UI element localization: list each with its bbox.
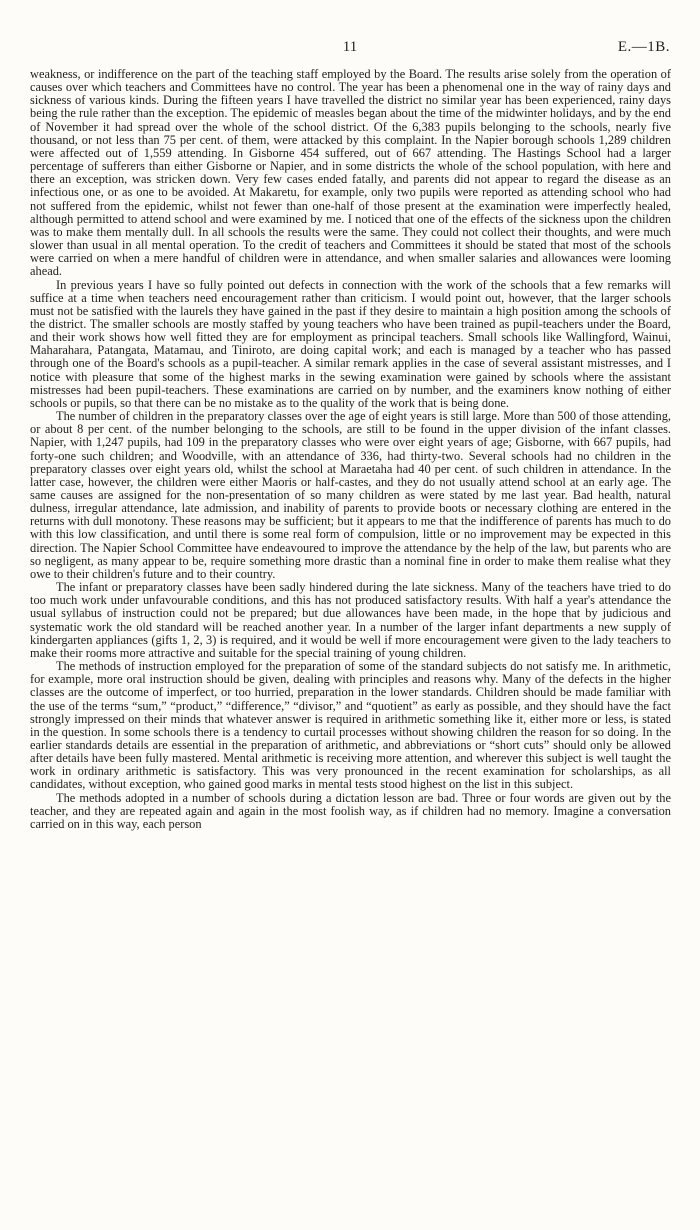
paragraph: The infant or preparatory classes have been sadly hindered during the late sickness. Many of the teachers have tried to do too much work under unfavourable conditions, and this has not produced satisfactory results. With half a year's attendance the usual syllabus of instruction could not be prepared; but due allowances have been made, in the hope that by judicious and systematic work the old standard will be reached another year. In a number of the larger infant departments a new supply of kindergarten appliances (gifts 1, 2, 3) is required, and it would be well if more encouragement were given to the lady teachers to make their rooms more attractive and suitable for the special training of young children. <box>30 580 671 660</box>
body-text <box>30 68 671 831</box>
document-reference: E.—1B. <box>617 39 670 55</box>
paragraph: The number of children in the preparatory classes over the age of eight years is still large. More than 500 of those attending, or about 8 per cent. of the number belonging to the schools, are still to be found in the upper division of the infant classes. Napier, with 1,247 pupils, had 109 in the preparatory classes who were over eight years of age; Gisborne, with 667 pupils, had forty-one such children; and Woodville, with an attendance of 336, had thirty-two. Several schools had no children in the preparatory classes over eight years old, whilst the school at Maraetaha had 40 per cent. of such children in attendance. In the latter case, however, the children were either Maoris or half-castes, and they do not usually attend school at an early age. The same causes are assigned for the non-presentation of so many children as were stated by me last year. Bad health, natural dulness, irregular attendance, late admission, and inability of parents to provide boots or necessary clothing are entered in the returns with dull monotony. These reasons may be sufficient; but it appears to me that the indifference of parents has much to do with this low classification, and until there is some real form of compulsion, little or no improvement may be expected in this direction. The Napier School Committee have endeavoured to improve the attendance by the help of the law, but parents who are so negligent, as many appear to be, require something more drastic than a nominal fine in order to make them realise what they owe to their children's future and to their country. <box>30 409 671 581</box>
paragraph: The methods adopted in a number of schools during a dictation lesson are bad. Three or four words are given out by the teacher, and they are repeated again and again in the most foolish way, as if children had no memory. Imagine a conversation carried on in this way, each person <box>30 790 671 831</box>
page-number: 11 <box>342 39 358 55</box>
paragraph: weakness, or indifference on the part of the teaching staff employed by the Board. The results arise solely from the operation of causes over which teachers and Committees have no control. The year has been a phenomenal one in the way of rainy days and sickness of various kinds. During the fifteen years I have travelled the district no similar year has been experienced, rainy days being the rule rather than the exception. The epidemic of measles began about the time of the midwinter holidays, and by the end of November it had spread over the whole of the school district. Of the 6,383 pupils belonging to the schools, nearly five thousand, or not less than 75 per cent. of them, were attacked by this complaint. In the Napier borough schools 1,289 children were affected out of 1,559 attending. In Gisborne 454 suffered, out of 667 attending. The Hastings School had a larger percentage of sufferers than either Gisborne or Napier, and in some districts the whole of the school population, with here and there an exception, was stricken down. Very few cases ended fatally, and parents did not appear to regard the disease as an infectious one, or as one to be avoided. At Makaretu, for example, only two pupils were reported as attending school who had not suffered from the epidemic, whilst not fewer than one-half of those present at the examination were imperfectly healed, although permitted to attend school and were examined by me. I noticed that one of the effects of the sickness upon the children was to make them mentally dull. In all schools the results were the same. They could not collect their thoughts, and were much slower than usual in all mental operation. To the credit of teachers and Committees it should be stated that most of the schools were carried on when a mere handful of children were in attendance, and when smaller salaries and allowances were looming ahead. <box>30 67 671 279</box>
paragraph: In previous years I have so fully pointed out defects in connection with the work of the schools that a few remarks will suffice at a time when teachers need encouragement rather than criticism. I would point out, however, that the larger schools must not be satisfied with the laurels they have gained in the past if they desire to maintain a high position among the schools of the district. The smaller schools are mostly staffed by young teachers who have been trained as pupil-teachers under the Board, and their work shows how well fitted they are for employment as principal teachers. Small schools like Wallingford, Wainui, Maharahara, Patangata, Matamau, and Tiniroto, are doing capital work; and each is managed by a teacher who has passed through one of the Board's schools as a pupil-teacher. A similar remark applies in the case of several assistant mistresses, and I notice with pleasure that some of the highest marks in the sewing examination were gained by schools where the assistant mistresses had been pupil-teachers. These examinations are carried on by number, and the examiners know nothing of either schools or pupils, so that there can be no mistake as to the quality of the work that is being done. <box>30 277 671 410</box>
paragraph: The methods of instruction employed for the preparation of some of the standard subjects do not satisfy me. In arithmetic, for example, more oral instruction should be given, dealing with principles and reasons why. Many of the defects in the higher classes are the outcome of imperfect, or too hurried, preparation in the lower standards. Children should be made familiar with the use of the terms “sum,” “product,” “difference,” “divisor,” and “quotient” as early as possible, and they should have the fact strongly impressed on their minds that whatever answer is required in arithmetic something like it, either more or less, is stated in the question. In some schools there is a tendency to curtail processes without showing children the reason for so doing. In the earlier standards details are essential in the preparation of arithmetic, and abbreviations or “short cuts” should only be allowed after details have been fully mastered. Mental arithmetic is receiving more attention, and wherever this subject is well taught the work in ordinary arithmetic is satisfactory. This was very pronounced in the recent examination for scholarships, as all candidates, without exception, who gained good marks in mental tests stood highest on the list in this subject. <box>30 659 671 792</box>
